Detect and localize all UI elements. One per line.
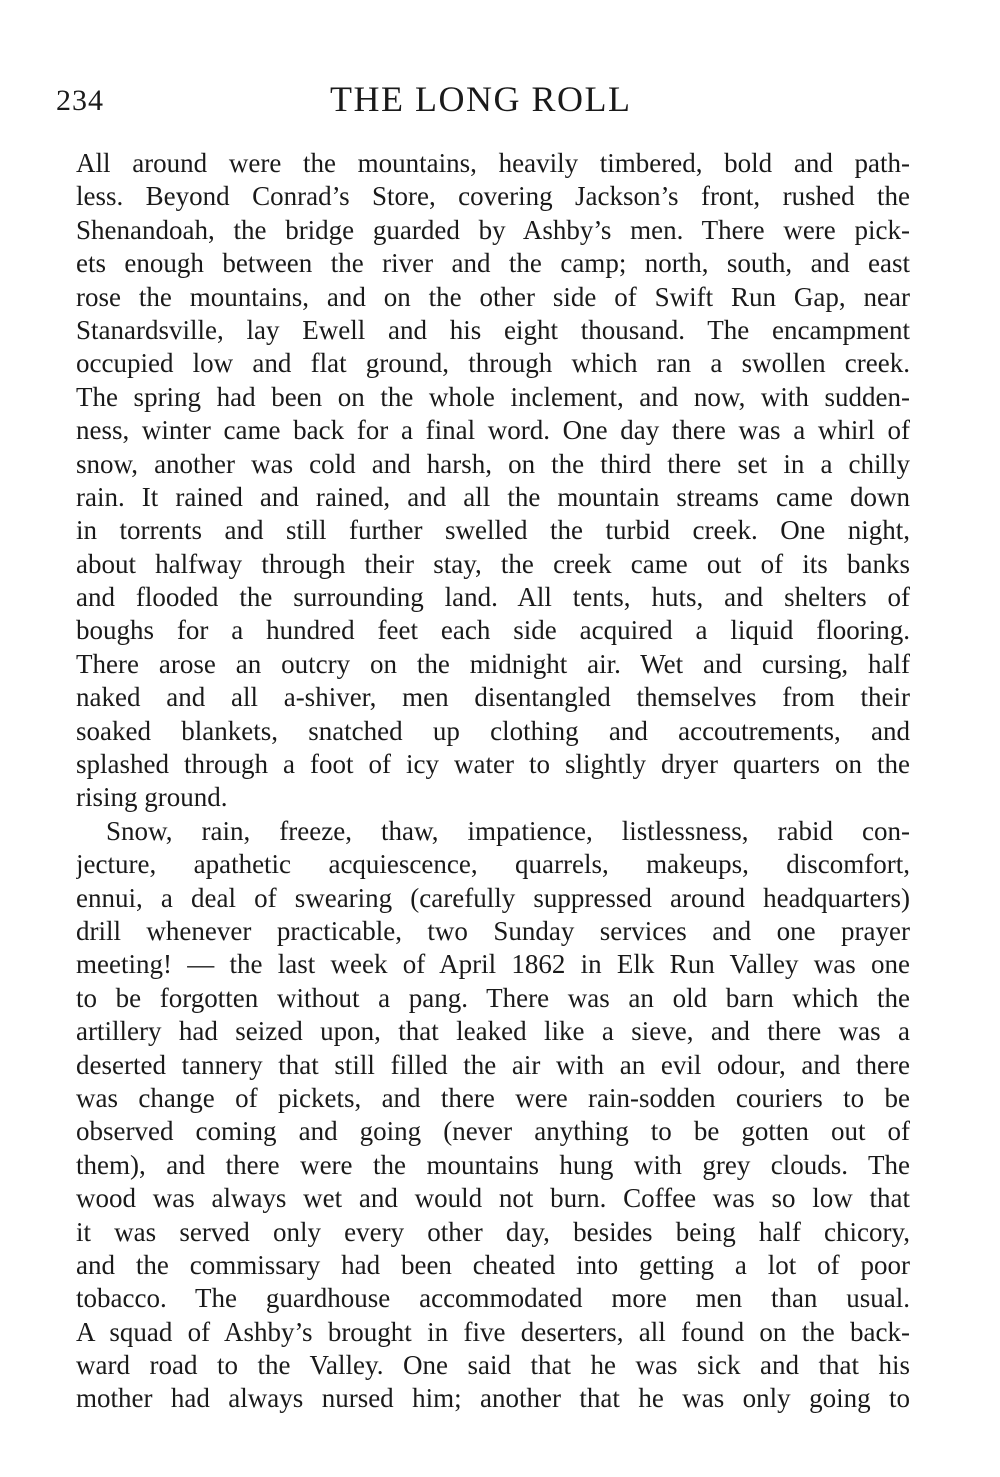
text-line: artillery had seized upon, that leaked like a sieve, and there was a (76, 1016, 910, 1047)
text-line: The spring had been on the whole inclement, and now, with sudden- (76, 381, 910, 412)
text-line: and flooded the surrounding land. All tents, huts, and shelters of (76, 582, 910, 613)
body-text (76, 147, 910, 1416)
text-line: snow, another was cold and harsh, on the third there set in a chilly (76, 448, 910, 479)
book-title: THE LONG ROLL (330, 79, 632, 119)
text-line: to be forgotten without a pang. There was an old barn which the (76, 982, 910, 1013)
text-line: ness, winter came back for a final word. One day there was a whirl of (76, 415, 910, 446)
text-line: about halfway through their stay, the creek came out of its banks (76, 548, 910, 579)
text-line: ennui, a deal of swearing (carefully suppressed around headquarters) (76, 882, 910, 913)
text-line: deserted tannery that still filled the air with an evil odour, and there (76, 1049, 910, 1080)
text-line: rain. It rained and rained, and all the mountain streams came down (76, 481, 910, 512)
paragraph-1 (76, 147, 910, 815)
text-line: observed coming and going (never anything to be gotten out of (76, 1116, 910, 1147)
text-line: jecture, apathetic acquiescence, quarrels, makeups, discomfort, (76, 849, 910, 880)
text-line: it was served only every other day, besides being half chicory, (76, 1216, 910, 1247)
text-line: was change of pickets, and there were rain-sodden couriers to be (76, 1082, 910, 1113)
text-line: ets enough between the river and the camp; north, south, and east (76, 248, 910, 279)
text-line: There arose an outcry on the midnight air. Wet and cursing, half (76, 648, 910, 679)
text-line: boughs for a hundred feet each side acquired a liquid flooring. (76, 615, 910, 646)
text-line: rose the mountains, and on the other side of Swift Run Gap, near (76, 281, 910, 312)
paragraph-2 (76, 815, 910, 1416)
text-line: them), and there were the mountains hung with grey clouds. The (76, 1149, 910, 1180)
text-line: in torrents and still further swelled the turbid creek. One night, (76, 515, 910, 546)
text-line: soaked blankets, snatched up clothing and accoutrements, and (76, 715, 910, 746)
text-line: drill whenever practicable, two Sunday services and one prayer (76, 915, 910, 946)
running-head (56, 78, 916, 118)
text-line: less. Beyond Conrad’s Store, covering Jackson’s front, rushed the (76, 181, 910, 212)
text-line: Stanardsville, lay Ewell and his eight thousand. The encampment (76, 314, 910, 345)
page-number: 234 (56, 84, 104, 117)
text-line: Snow, rain, freeze, thaw, impatience, listlessness, rabid con- (106, 815, 910, 846)
text-line: A squad of Ashby’s brought in five deserters, all found on the back- (76, 1316, 910, 1347)
text-line: wood was always wet and would not burn. Coffee was so low that (76, 1183, 910, 1214)
text-line: tobacco. The guardhouse accommodated more men than usual. (76, 1283, 910, 1314)
text-line: and the commissary had been cheated into getting a lot of poor (76, 1249, 910, 1280)
text-line: occupied low and flat ground, through which ran a swollen creek. (76, 348, 910, 379)
text-line: splashed through a foot of icy water to slightly dryer quarters on the (76, 749, 910, 780)
text-line: meeting! — the last week of April 1862 in Elk Run Valley was one (76, 949, 910, 980)
text-line: mother had always nursed him; another that he was only going to (76, 1383, 910, 1414)
text-line: rising ground. (76, 782, 228, 813)
text-line: All around were the mountains, heavily timbered, bold and path- (76, 148, 910, 178)
text-line: naked and all a-shiver, men disentangled themselves from their (76, 682, 910, 713)
text-line: Shenandoah, the bridge guarded by Ashby’s men. There were pick- (76, 214, 910, 245)
text-line: ward road to the Valley. One said that he was sick and that his (76, 1350, 910, 1381)
